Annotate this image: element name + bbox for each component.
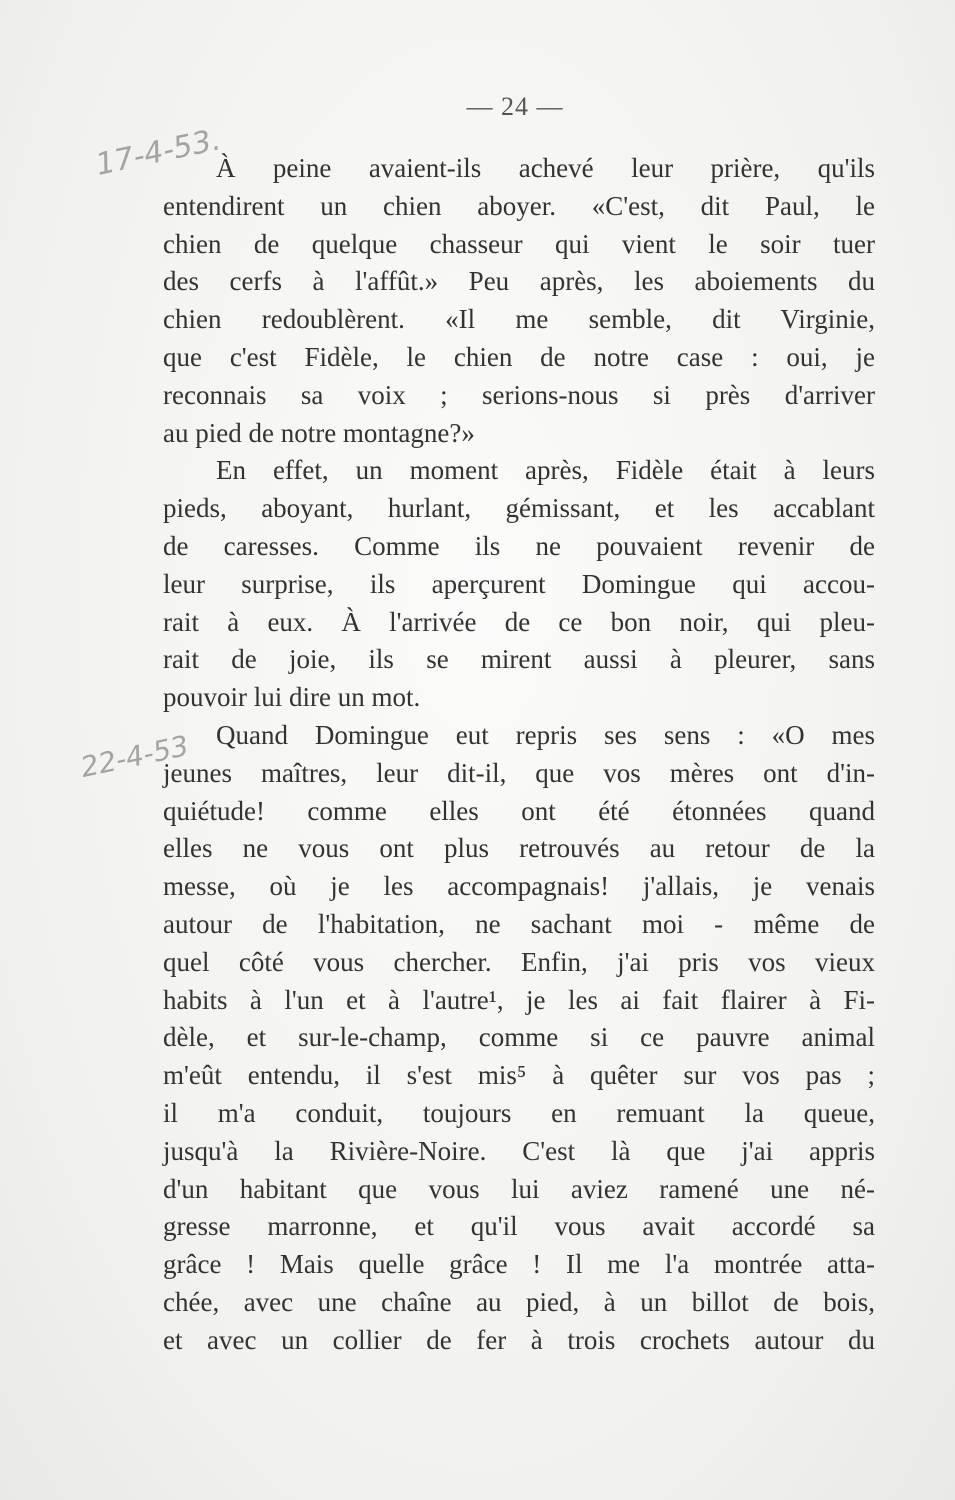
text-line: grâce ! Mais quelle grâce ! Il me l'a montrée atta- [163, 1249, 875, 1280]
text-line: messe, où je les accompagnais! j'allais, je venais [163, 871, 875, 902]
text-line: rait à eux. À l'arrivée de ce bon noir, qui pleu- [163, 606, 875, 637]
text-line: Quand Domingue eut repris ses sens : «O mes [216, 719, 875, 750]
text-line: d'un habitant que vous lui aviez ramené une né- [163, 1173, 875, 1204]
text-line: chien de quelque chasseur qui vient le soir tuer [163, 228, 875, 259]
text-line: leur surprise, ils aperçurent Domingue qui accou- [163, 568, 875, 599]
text-line: m'eût entendu, il s'est mis⁵ à quêter sur vos pas ; [163, 1060, 875, 1091]
text-line: jeunes maîtres, leur dit-il, que vos mères ont d'in- [163, 757, 875, 788]
text-line: chien redoublèrent. «Il me semble, dit Virginie, [163, 304, 875, 335]
text-line: En effet, un moment après, Fidèle était à leurs [216, 455, 875, 486]
text-line: gresse marronne, et qu'il vous avait accordé sa [163, 1211, 875, 1242]
handwritten-date-annotation: 17-4-53. [92, 122, 224, 183]
text-line: au pied de notre montagne?» [163, 417, 475, 448]
text-line: jusqu'à la Rivière-Noire. C'est là que j'ai appris [163, 1135, 875, 1166]
page-number: — 24 — [466, 92, 564, 121]
text-line: il m'a conduit, toujours en remuant la queue, [163, 1097, 875, 1128]
text-line: de caresses. Comme ils ne pouvaient revenir de [163, 530, 875, 561]
text-line: elles ne vous ont plus retrouvés au retour de la [163, 833, 875, 864]
body-text [163, 150, 875, 1360]
text-line: reconnais sa voix ; serions-nous si près d'arriver [163, 379, 875, 410]
text-line: rait de joie, ils se mirent aussi à pleurer, sans [163, 644, 875, 675]
text-line: habits à l'un et à l'autre¹, je les ai fait flairer à Fi- [163, 984, 875, 1015]
text-line: entendirent un chien aboyer. «C'est, dit Paul, le [163, 190, 875, 221]
text-line: dèle, et sur-le-champ, comme si ce pauvre animal [163, 1022, 875, 1053]
text-line: quiétude! comme elles ont été étonnées quand [163, 795, 875, 826]
text-line: chée, avec une chaîne au pied, à un billot de bois, [163, 1286, 875, 1317]
text-line: quel côté vous chercher. Enfin, j'ai pris vos vieux [163, 946, 875, 977]
text-line: autour de l'habitation, ne sachant moi - même de [163, 908, 875, 939]
handwritten-date-annotation: 22-4-53 [77, 729, 192, 784]
text-line: pieds, aboyant, hurlant, gémissant, et les accablant [163, 493, 875, 524]
text-line: pouvoir lui dire un mot. [163, 682, 421, 713]
text-line: des cerfs à l'affût.» Peu après, les aboiements du [163, 266, 875, 297]
text-line: et avec un collier de fer à trois crochets autour du [163, 1324, 875, 1355]
text-line: À peine avaient-ils achevé leur prière, qu'ils [216, 153, 875, 183]
text-line: que c'est Fidèle, le chien de notre case : oui, je [163, 341, 875, 372]
